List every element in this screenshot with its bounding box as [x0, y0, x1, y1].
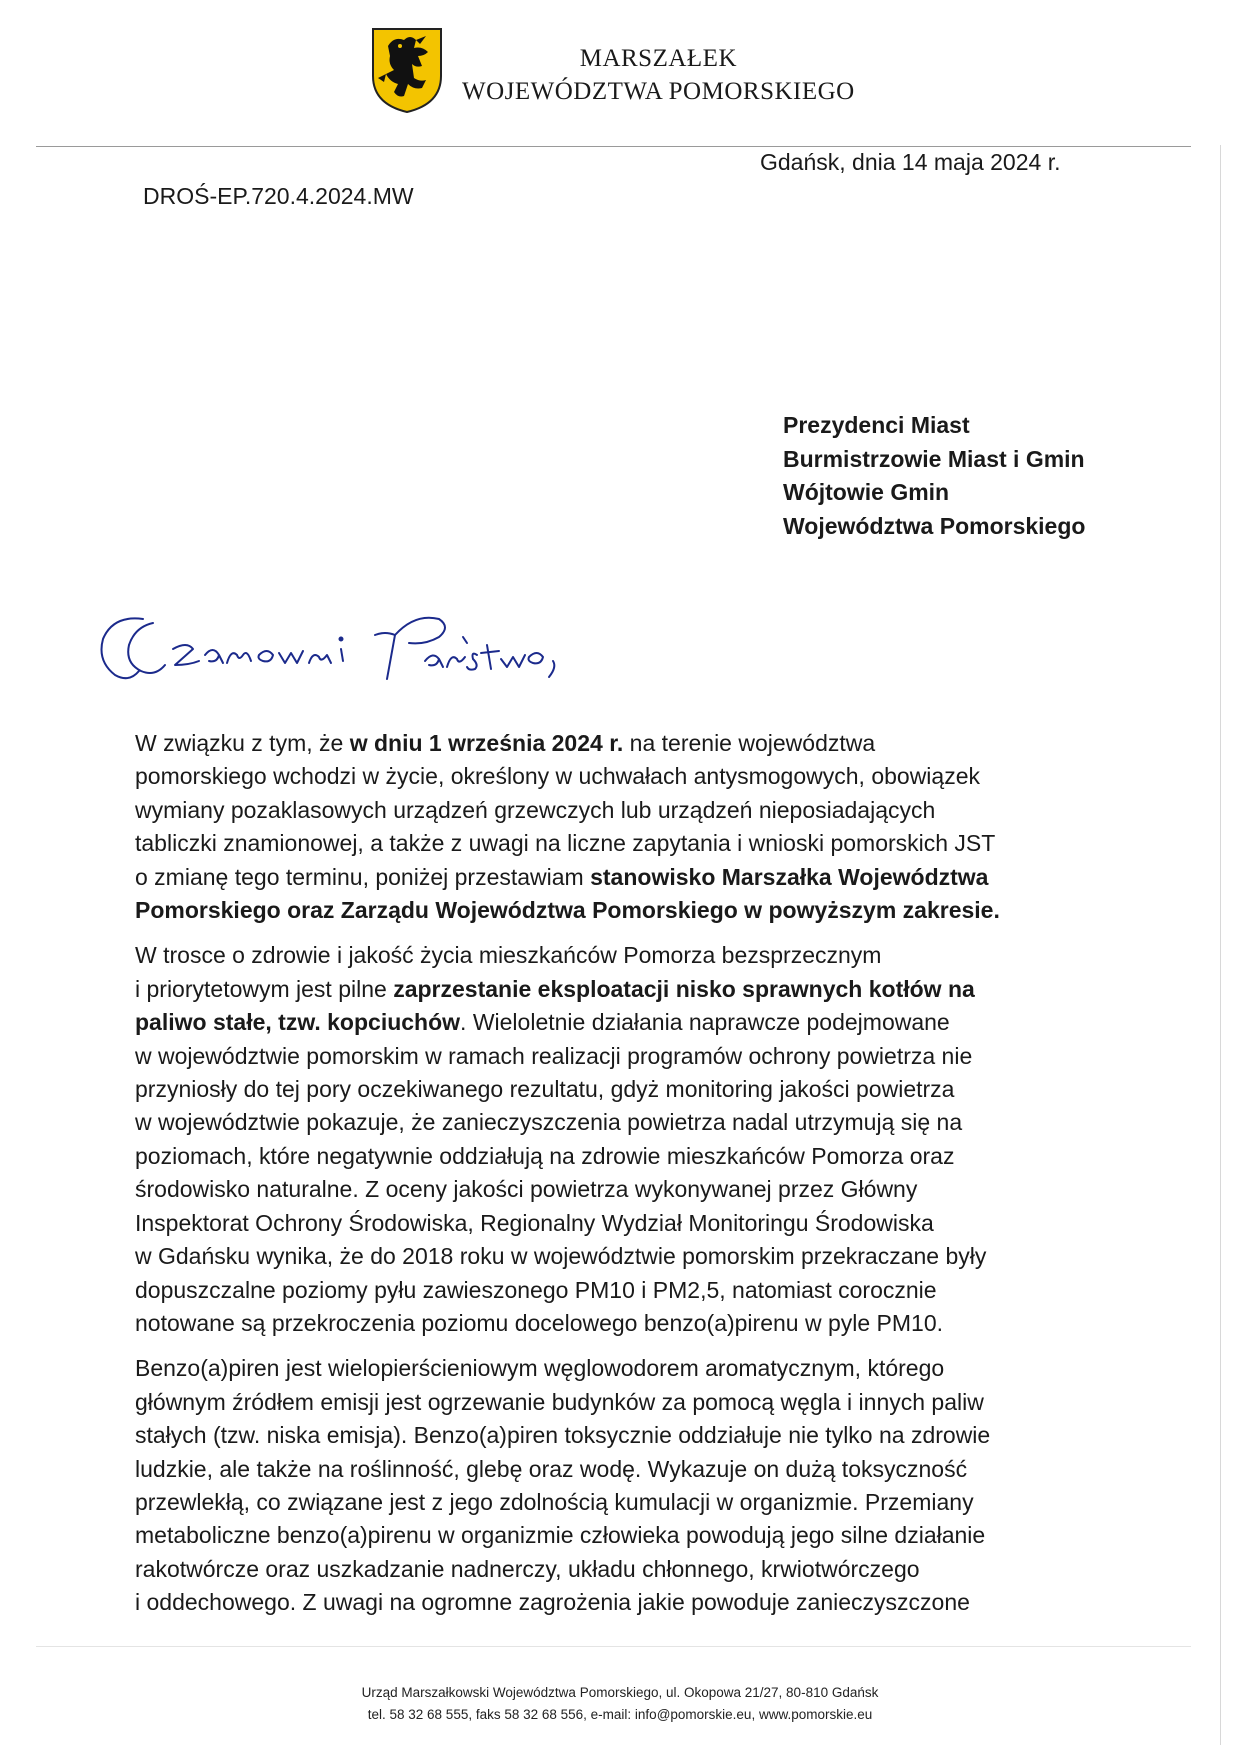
text-line: stałych (tzw. niska emisja). Benzo(a)piren toksycznie oddziałuje nie tylko na zdrowie	[135, 1422, 991, 1449]
text-line: Benzo(a)piren jest wielopierścieniowym węglowodorem aromatycznym, którego	[135, 1355, 945, 1382]
text-line: paliwo stałe, tzw. kopciuchów. Wieloletnie działania naprawcze podejmowane	[135, 1009, 950, 1036]
paragraph	[135, 727, 1095, 927]
letter-date: Gdańsk, dnia 14 maja 2024 r.	[760, 149, 1061, 175]
issuer-line-1: MARSZAŁEK	[579, 45, 738, 72]
addressee-block	[783, 409, 1085, 543]
letter-body	[135, 727, 1095, 1632]
text-line: w województwie pomorskim w ramach realizacji programów ochrony powietrza nie	[135, 1042, 973, 1069]
footer-divider	[36, 1646, 1191, 1647]
coat-of-arms-griffin-icon	[370, 26, 444, 114]
text-line: o zmianę tego terminu, poniżej przestawiam stanowisko Marszałka Województwa	[135, 863, 989, 890]
issuer-line-2: WOJEWÓDZTWA POMORSKIEGO	[462, 78, 855, 105]
text-line: rakotwórcze oraz uszkadzanie nadnerczy, układu chłonnego, krwiotwórczego	[135, 1555, 920, 1582]
footer-address: Urząd Marszałkowski Województwa Pomorskiego, ul. Okopowa 21/27, 80-810 Gdańsk	[361, 1685, 879, 1700]
text-line: Pomorskiego oraz Zarządu Województwa Pomorskiego w powyższym zakresie.	[135, 897, 1000, 924]
text-line: i oddechowego. Z uwagi na ogromne zagrożenia jakie powoduje zanieczyszczone	[135, 1589, 970, 1616]
text-line: przyniosły do tej pory oczekiwanego rezultatu, gdyż monitoring jakości powietrza	[135, 1076, 955, 1103]
text-line: w województwie pokazuje, że zanieczyszczenia powietrza nadal utrzymują się na	[135, 1109, 963, 1136]
text-line: i priorytetowym jest pilne zaprzestanie eksploatacji nisko sprawnych kotłów na	[135, 975, 975, 1002]
text-line: notowane są przekroczenia poziomu docelowego benzo(a)pirenu w pyle PM10.	[135, 1309, 944, 1336]
text-line: tabliczki znamionowej, a także z uwagi na liczne zapytania i wnioski pomorskich JST	[135, 830, 996, 857]
text-line: W trosce o zdrowie i jakość życia mieszkańców Pomorza bezsprzecznym	[135, 942, 882, 969]
paragraph	[135, 939, 1095, 1340]
text-line: głównym źródłem emisji jest ogrzewanie budynków za pomocą węgla i innych paliw	[135, 1388, 984, 1415]
footer-contact: tel. 58 32 68 555, faks 58 32 68 556, e-mail: info@pomorskie.eu, www.pomorskie.eu	[367, 1707, 873, 1722]
text-line: pomorskiego wchodzi w życie, określony w uchwałach antysmogowych, obowiązek	[135, 763, 980, 790]
footer	[0, 1682, 1240, 1726]
paragraph	[135, 1352, 1095, 1619]
handwritten-salutation	[95, 605, 615, 715]
issuer-title	[462, 42, 855, 108]
text-line: W związku z tym, że w dniu 1 września 2024 r. na terenie województwa	[135, 730, 876, 756]
addressee-line: Prezydenci Miast	[783, 412, 970, 438]
header-divider	[36, 146, 1191, 147]
text-line: dopuszczalne poziomy pyłu zawieszonego PM10 i PM2,5, natomiast corocznie	[135, 1276, 937, 1303]
text-line: wymiany pozaklasowych urządzeń grzewczych lub urządzeń nieposiadających	[135, 796, 936, 823]
addressee-line: Burmistrzowie Miast i Gmin	[783, 445, 1085, 472]
text-line: ludzkie, ale także na roślinność, glebę oraz wodę. Wykazuje on dużą toksyczność	[135, 1455, 968, 1482]
reference-number: DROŚ-EP.720.4.2024.MW	[143, 183, 414, 209]
text-line: przewlekłą, co związane jest z jego zdolnością kumulacji w organizmie. Przemiany	[135, 1488, 974, 1515]
addressee-line: Wójtowie Gmin	[783, 479, 950, 505]
text-line: Inspektorat Ochrony Środowiska, Regionalny Wydział Monitoringu Środowiska	[135, 1209, 934, 1236]
text-line: poziomach, które negatywnie oddziałują na zdrowie mieszkańców Pomorza oraz	[135, 1142, 955, 1169]
addressee-line: Województwa Pomorskiego	[783, 512, 1086, 539]
text-line: środowisko naturalne. Z oceny jakości powietrza wykonywanej przez Główny	[135, 1176, 918, 1203]
text-line: metaboliczne benzo(a)pirenu w organizmie człowieka powodują jego silne działanie	[135, 1522, 986, 1549]
page-edge-line	[1220, 145, 1221, 1745]
text-line: w Gdańsku wynika, że do 2018 roku w województwie pomorskim przekraczane były	[135, 1243, 987, 1270]
